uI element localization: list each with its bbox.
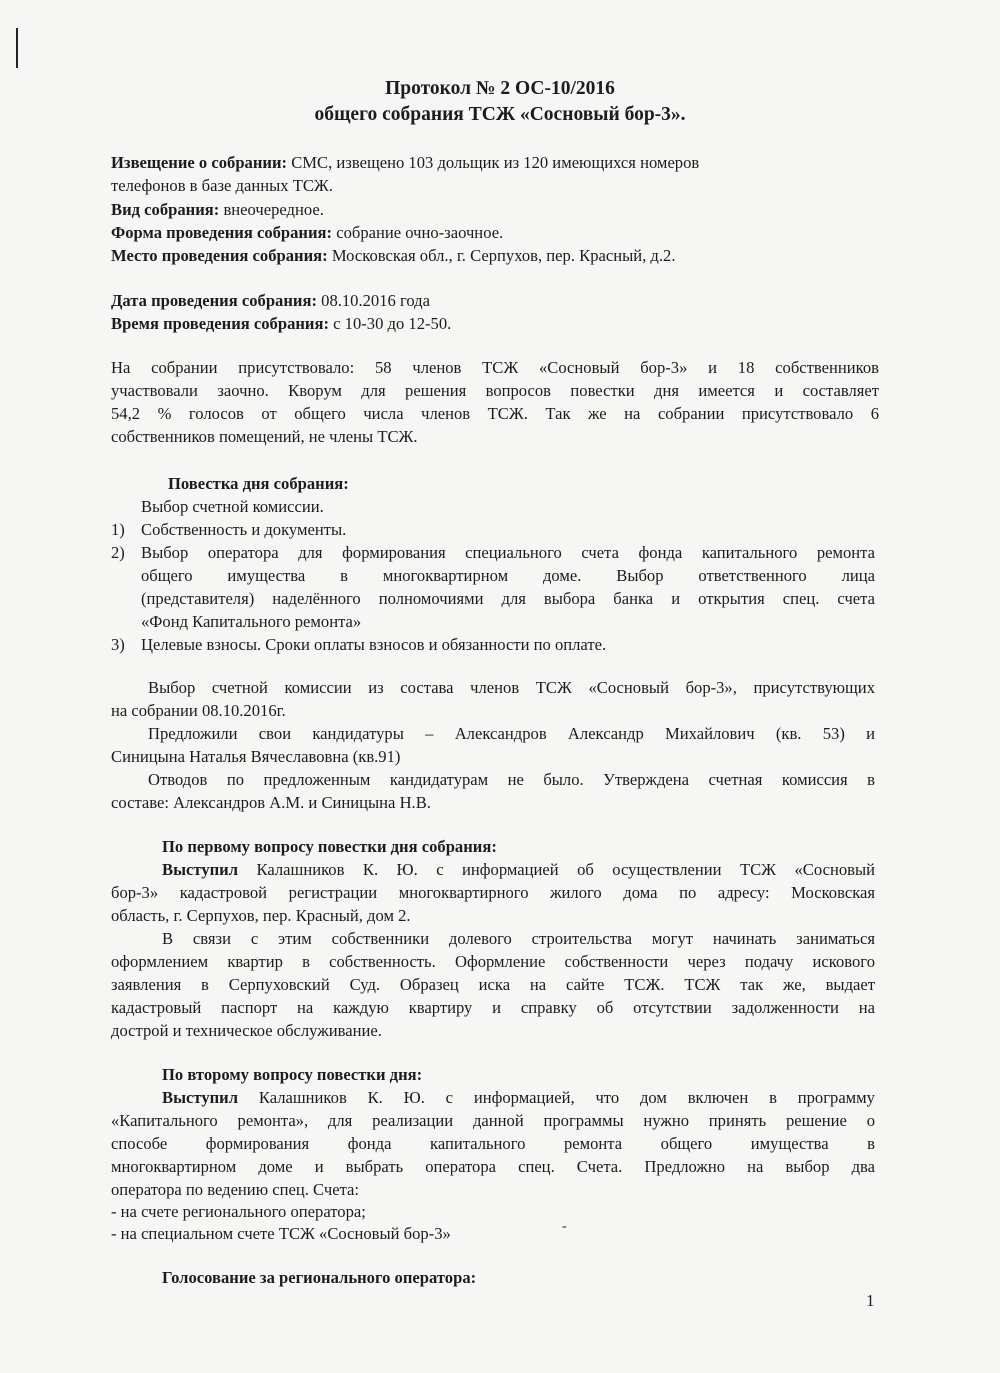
second-question-line: Выступил Калашников К. Ю. с информацией, что дом включен в программу	[162, 1088, 875, 1107]
voting-heading: Голосование за регионального оператора:	[162, 1268, 477, 1287]
commission-line: Выбор счетной комиссии из состава членов ТСЖ «Сосновый бор-3», присутствующих	[148, 678, 875, 697]
document-title: Протокол № 2 ОС-10/2016	[385, 78, 615, 99]
agenda-item-number: 2)	[111, 543, 125, 562]
notice-line-2: телефонов в базе данных ТСЖ.	[111, 176, 333, 195]
second-question-line: оператора по ведению спец. Счета:	[111, 1180, 360, 1199]
agenda-item: общего имущества в многоквартирном доме. Выбор ответственного лица	[141, 566, 875, 585]
notice-line: Извещение о собрании: СМС, извещено 103 дольщик из 120 имеющихся номеров	[111, 153, 700, 172]
page-number: 1	[866, 1291, 875, 1310]
first-question-line: оформлением квартир в собственность. Оформление собственности через подачу искового	[111, 952, 875, 971]
commission-line: на собрании 08.10.2016г.	[111, 701, 286, 720]
agenda-item: «Фонд Капитального ремонта»	[141, 612, 362, 631]
first-question-heading: По первому вопросу повестки дня собрания:	[162, 837, 497, 856]
first-question-line: кадастровый паспорт на каждую квартиру и справку об отсутствии задолженности на	[111, 998, 875, 1017]
meeting-form-line: Форма проведения собрания: собрание очно-заочное.	[111, 223, 504, 242]
agenda-item: Выбор оператора для формирования специального счета фонда капитального ремонта	[141, 543, 875, 562]
agenda-intro: Выбор счетной комиссии.	[141, 497, 324, 516]
meeting-place-line: Место проведения собрания: Московская обл., г. Серпухов, пер. Красный, д.2.	[111, 246, 676, 265]
second-question-line: многоквартирном доме и выбрать оператора спец. Счета. Предложно на выбор два	[111, 1157, 875, 1176]
second-question-line: - на специальном счете ТСЖ «Сосновый бор-3»	[111, 1224, 451, 1243]
second-question-line: «Капитального ремонта», для реализации данной программы нужно принять решение о	[111, 1111, 875, 1130]
agenda-item: (представителя) наделённого полномочиями для выбора банка и открытия спец. счета	[141, 589, 875, 608]
commission-line: Отводов по предложенным кандидатурам не было. Утверждена счетная комиссия в	[148, 770, 875, 789]
first-question-line: В связи с этим собственники долевого строительства могут начинать заниматься	[162, 929, 875, 948]
second-question-line: - на счете регионального оператора;	[111, 1202, 366, 1221]
meeting-time-line: Время проведения собрания: с 10-30 до 12-50.	[111, 314, 452, 333]
agenda-item-number: 3)	[111, 635, 125, 654]
margin-mark	[16, 28, 18, 68]
agenda-item-number: 1)	[111, 520, 125, 539]
first-question-line: заявления в Серпуховский Суд. Образец иска на сайте ТСЖ. ТСЖ так же, выдает	[111, 975, 875, 994]
second-question-heading: По второму вопросу повестки дня:	[162, 1065, 423, 1084]
commission-line: составе: Александров А.М. и Синицына Н.В.	[111, 793, 431, 812]
agenda-item: Целевые взносы. Сроки оплаты взносов и обязанности по оплате.	[141, 635, 607, 654]
stray-mark: -	[562, 1219, 567, 1234]
document-subtitle: общего собрания ТСЖ «Сосновый бор-3».	[314, 104, 686, 125]
first-question-line: дострой и техническое обслуживание.	[111, 1021, 382, 1040]
commission-line: Синицына Наталья Вячеславовна (кв.91)	[111, 747, 401, 766]
attendance-line: На собрании присутствовало: 58 членов ТСЖ «Сосновый бор-3» и 18 собственников	[111, 358, 879, 377]
commission-line: Предложили свои кандидатуры – Александров Александр Михайлович (кв. 53) и	[148, 724, 875, 743]
agenda-item: Собственность и документы.	[141, 520, 347, 539]
attendance-line: 54,2 % голосов от общего числа членов ТСЖ. Так же на собрании присутствовало 6	[111, 404, 879, 423]
agenda-heading: Повестка дня собрания:	[168, 474, 349, 493]
second-question-line: способе формирования фонда капитального ремонта общего имущества в	[111, 1134, 875, 1153]
attendance-line: участвовали заочно. Кворум для решения вопросов повестки дня имеется и составляет	[111, 381, 879, 400]
attendance-line: собственников помещений, не члены ТСЖ.	[111, 427, 418, 446]
first-question-line: Выступил Калашников К. Ю. с информацией об осуществлении ТСЖ «Сосновый	[162, 860, 875, 879]
meeting-date-line: Дата проведения собрания: 08.10.2016 года	[111, 291, 430, 310]
first-question-line: бор-3» кадастровой регистрации многоквартирного жилого дома по адресу: Московская	[111, 883, 875, 902]
first-question-line: область, г. Серпухов, пер. Красный, дом 2.	[111, 906, 411, 925]
meeting-type-line: Вид собрания: внеочередное.	[111, 200, 324, 219]
